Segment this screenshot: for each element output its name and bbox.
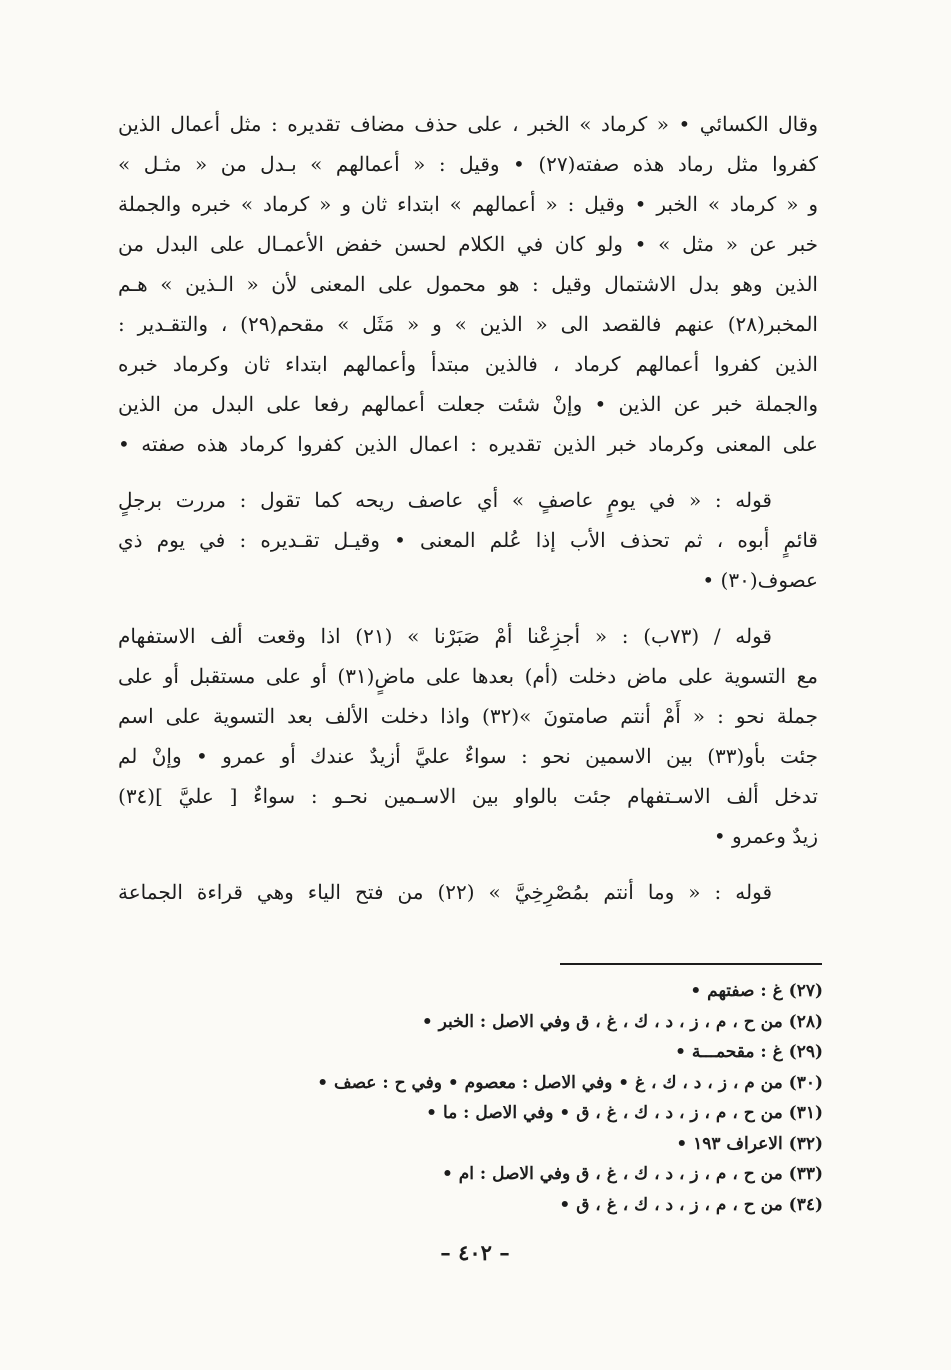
text-line: والجملة خبر عن الذين • وإنْ شئت جعلت أعمالهم رفعا على البدل من الذين [118, 392, 818, 416]
footnote-33: (٣٣) من ح ، م ، ز ، د ، ك ، غ ، ق وفي الاصل : ام • [441, 1164, 823, 1184]
footnote-29: (٢٩) غ : مقحمـــة • [675, 1042, 823, 1062]
text-line: على المعنى وكرماد خبر الذين تقديره : اعمال الذين كفروا كرماد هذه صفته • [118, 432, 818, 456]
footnote-27: (٢٧) غ : صفتهم • [690, 981, 823, 1001]
footnote-separator [560, 963, 822, 965]
paragraph-gap [118, 856, 818, 872]
footnote-28: (٢٨) من ح ، م ، ز ، د ، ك ، غ ، ق وفي الاصل : الخبر • [421, 1011, 823, 1032]
text-line: مع التسوية على ماض دخلت (أم) بعدها على ماضٍ(٣١) أو على مستقبل أو على [118, 664, 818, 688]
text-line: زيدٌ وعمرو • [713, 824, 818, 848]
paragraph-ajazina [118, 616, 818, 856]
text-line: جملة نحو : « أَمْ أنتم صامتونَ »(٣٢) واذا دخلت الألف بعد التسوية على اسم [118, 704, 818, 728]
text-line: قائمٍ أبوه ، ثم تحذف الأب إذا عُلم المعنى • وقيـل تقـديره : في يوم ذي [118, 528, 818, 552]
footnote-30: (٣٠) من م ، ز ، د ، ك ، غ • وفي الاصل : معصوم • وفي ح : عصف • [317, 1072, 823, 1093]
text-line: جئت بأو(٣٣) بين الاسمين نحو : سواءٌ عليَّ أزيدٌ عندك أو عمرو • وإنْ لم [118, 744, 818, 768]
paragraph-musrikhiyy [118, 872, 818, 912]
text-line: قوله : « في يومٍ عاصفٍ » أي عاصف ريحه كما تقول : مررت برجلٍ [118, 488, 772, 512]
footnote-34: (٣٤) من ح ، م ، ز ، د ، ك ، غ ، ق • [559, 1194, 823, 1215]
text-line: المخبر(٢٨) عنهم فالقصد الى « الذين » و « مَثَل » مقحم(٢٩) ، والتقـدير : [118, 312, 818, 336]
paragraph-kisai-commentary [118, 104, 818, 464]
main-text [118, 104, 818, 912]
text-line: كفروا مثل رماد هذه صفته(٢٧) • وقيل : « أعمالهم » بـدل من « مثـل » [118, 152, 818, 176]
paragraph-gap [118, 600, 818, 616]
text-line: الذين وهو بدل الاشتمال وقيل : هو محمول على المعنى لأن « الـذين » هـم [118, 272, 818, 296]
text-line: عصوف(٣٠) • [702, 568, 818, 592]
text-line: قوله / (٧٣ب) : « أجزِعْنا أمْ صَبَرْنا » (٢١) اذا وقعت ألف الاستفهام [118, 624, 772, 648]
footnote-32: (٣٢) الاعراف ١٩٣ • [676, 1133, 823, 1154]
paragraph-yawm-asif [118, 480, 818, 600]
text-line: خبر عن « مثل » • ولو كان في الكلام لحسن خفض الأعمـال على البدل من [118, 232, 818, 256]
page-number: – ٤٠٢ – [440, 1240, 510, 1265]
text-line: قوله : « وما أنتم بمُصْرِخِيَّ » (٢٢) من فتح الياء وهي قراءة الجماعة [118, 880, 773, 904]
text-line: وقال الكسائي • « كرماد » الخبر ، على حذف مضاف تقديره : مثل أعمال الذين [118, 112, 818, 136]
footnotes [143, 976, 823, 1220]
text-line: الذين كفروا أعمالهم كرماد ، فالذين مبتدأ وأعمالهم ابتداء ثان وكرماد خبره [118, 352, 818, 376]
footnote-31: (٣١) من ح ، م ، ز ، د ، ك ، غ ، ق • وفي الاصل : ما • [426, 1103, 823, 1123]
text-line: و « كرماد » الخبر • وقيل : « أعمالهم » ابتداء ثان و « كرماد » خبره والجملة [118, 192, 818, 216]
text-line: تدخل ألف الاسـتفهام جئت بالواو بين الاسـمين نحـو : سواءٌ [ عليَّ ](٣٤) [118, 784, 818, 808]
paragraph-gap [118, 464, 818, 480]
